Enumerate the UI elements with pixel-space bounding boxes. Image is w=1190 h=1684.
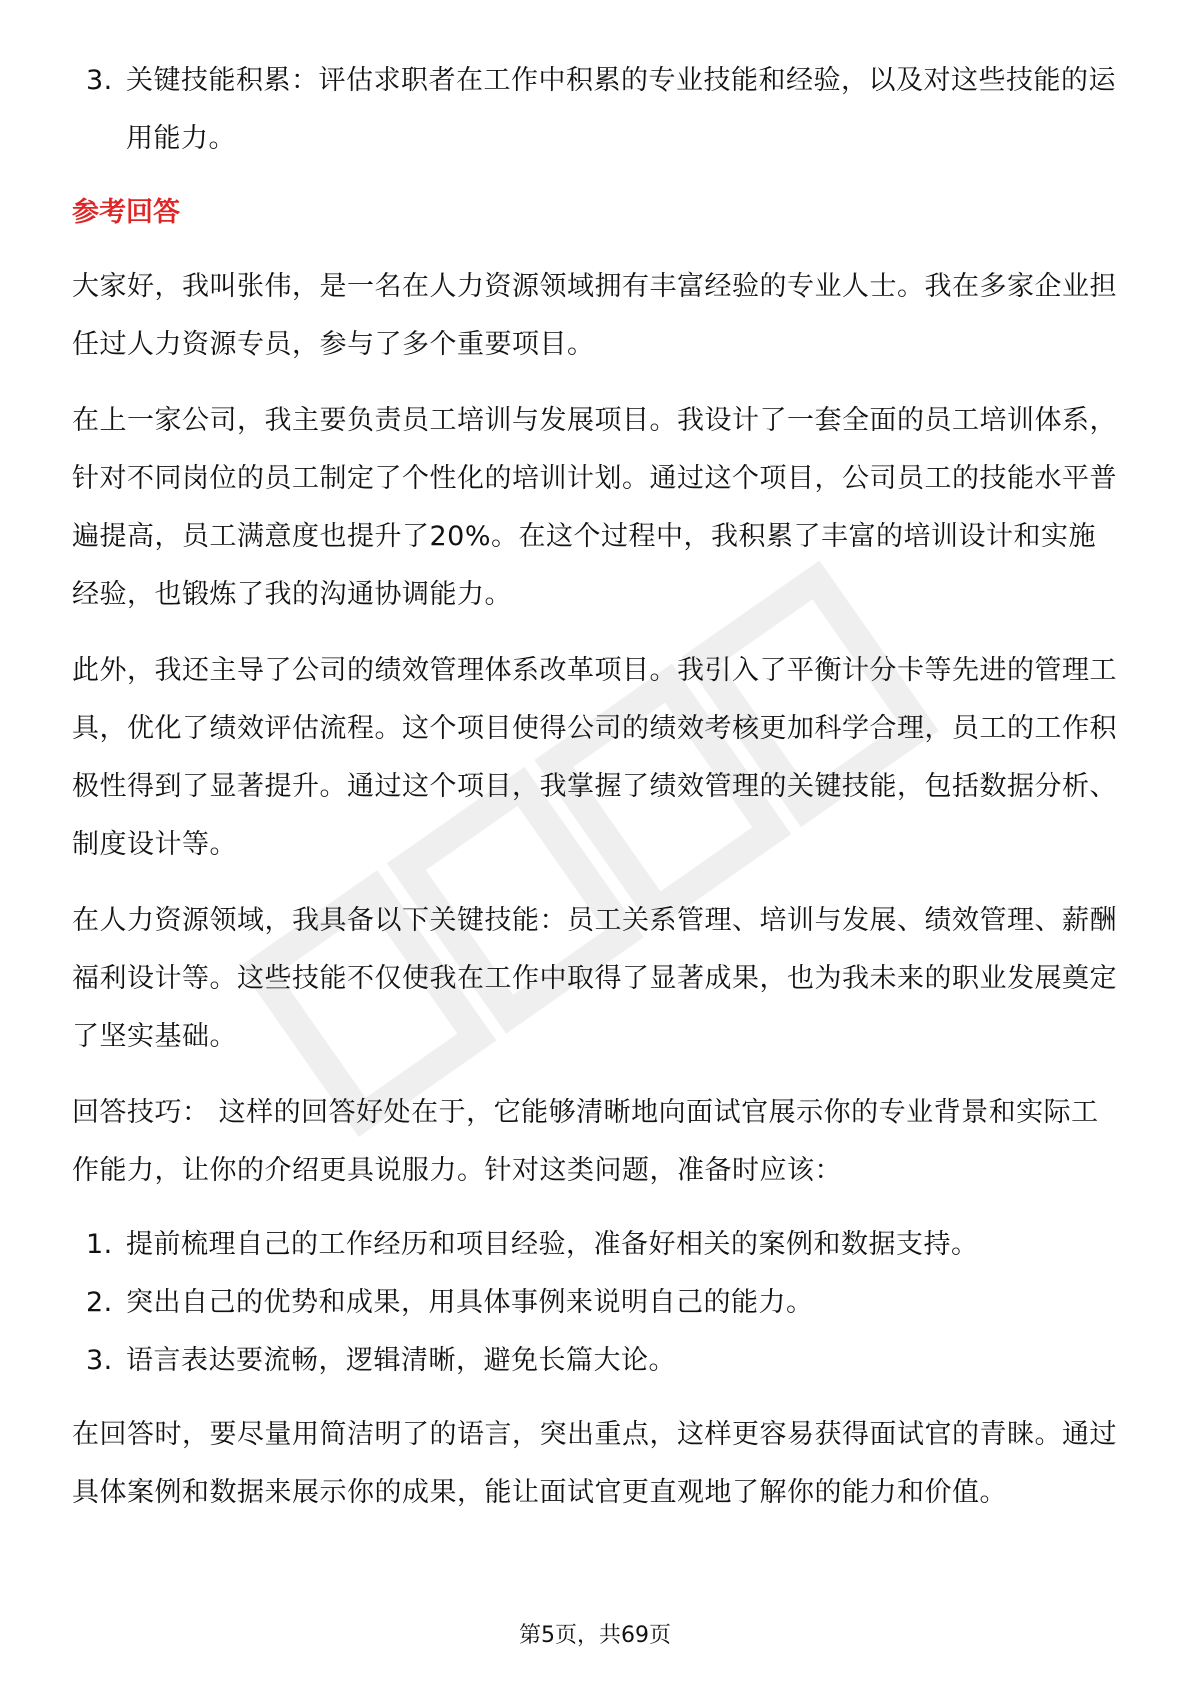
answer-paragraph-performance: 此外，我还主导了公司的绩效管理体系改革项目。我引入了平衡计分卡等先进的管理工具，优化了绩效评估流程。这个项目使得公司的绩效考核更加科学合理，员工的工作积极性得到了显著提升。通过这个项目，我掌握了绩效管理的关键技能，包括数据分析、制度设计等。 bbox=[72, 655, 1117, 860]
answer-paragraph-training: 在上一家公司，我主要负责员工培训与发展项目。我设计了一套全面的员工培训体系，针对不同岗位的员工制定了个性化的培训计划。通过这个项目，公司员工的技能水平普遍提高，员工满意度也提升了20%。在这个过程中，我积累了丰富的培训设计和实施经验，也锻炼了我的沟通协调能力。 bbox=[72, 405, 1117, 610]
answer-paragraph-intro: 大家好，我叫张伟，是一名在人力资源领域拥有丰富经验的专业人士。我在多家企业担任过人力资源专员，参与了多个重要项目。 bbox=[72, 271, 1117, 360]
list-number: 3. bbox=[86, 65, 113, 96]
page-footer: 第5页，共69页 bbox=[519, 1623, 671, 1648]
evaluation-list bbox=[72, 52, 1122, 168]
list-number: 3. bbox=[86, 1345, 113, 1376]
list-item bbox=[72, 1216, 1122, 1274]
tips-list bbox=[72, 1216, 1122, 1390]
answer-paragraph-skills: 在人力资源领域，我具备以下关键技能：员工关系管理、培训与发展、绩效管理、薪酬福利设计等。这些技能不仅使我在工作中取得了显著成果，也为我未来的职业发展奠定了坚实基础。 bbox=[72, 905, 1117, 1052]
list-text: 关键技能积累：评估求职者在工作中积累的专业技能和经验，以及对这些技能的运用能力。 bbox=[126, 65, 1116, 154]
tips-intro: 回答技巧： 这样的回答好处在于，它能够清晰地向面试官展示你的专业背景和实际工作能力，让你的介绍更具说服力。针对这类问题，准备时应该： bbox=[72, 1097, 1099, 1186]
closing-paragraph: 在回答时，要尽量用简洁明了的语言，突出重点，这样更容易获得面试官的青睐。通过具体案例和数据来展示你的成果，能让面试官更直观地了解你的能力和价值。 bbox=[72, 1419, 1117, 1508]
list-number: 1. bbox=[86, 1229, 113, 1260]
list-text: 突出自己的优势和成果，用具体事例来说明自己的能力。 bbox=[126, 1287, 814, 1318]
list-item bbox=[72, 52, 1122, 168]
page-content bbox=[72, 52, 1122, 1522]
list-item bbox=[72, 1332, 1122, 1390]
list-item bbox=[72, 1274, 1122, 1332]
list-text: 提前梳理自己的工作经历和项目经验，准备好相关的案例和数据支持。 bbox=[126, 1229, 979, 1260]
section-heading: 参考回答 bbox=[72, 197, 180, 228]
list-text: 语言表达要流畅，逻辑清晰，避免长篇大论。 bbox=[126, 1345, 676, 1376]
list-number: 2. bbox=[86, 1287, 113, 1318]
